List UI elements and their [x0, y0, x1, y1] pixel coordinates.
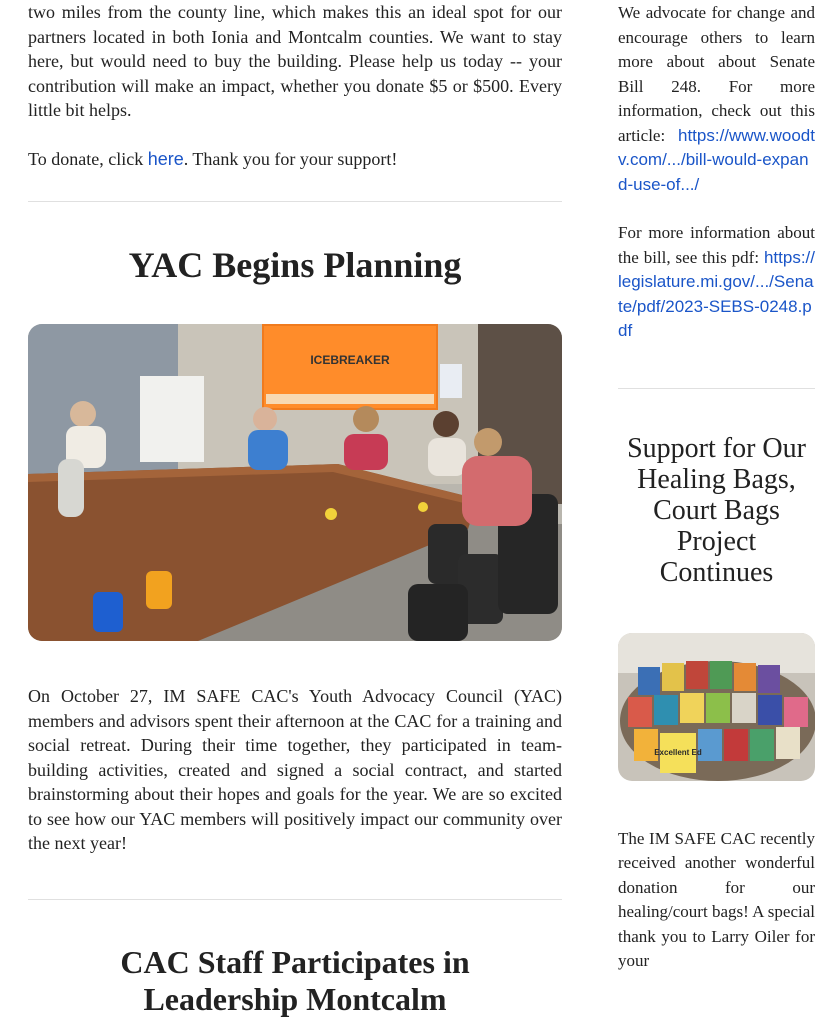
donate-suffix: . Thank you for your support! — [183, 148, 398, 169]
advocate-text: We advocate for change and encourage others to learn more about about Senate Bill 248. For more information, check out this article: — [618, 3, 815, 145]
staff-title — [28, 944, 562, 1018]
bags-paragraph: The IM SAFE CAC recently received another wonderful donation for our healing/court bags! A special thank you to Larry Oiler for your — [618, 828, 815, 970]
intro-paragraph: two miles from the county line, which makes this an ideal spot for our partners located in both Ionia and Montcalm counties. We want to stay here, but would need to buy the building. Please help us today -- your contribution will make an impact, whether you donate $5 or $500. Every little bit helps. — [28, 2, 562, 120]
advocate-paragraph — [618, 1, 815, 197]
section-divider-2 — [28, 899, 562, 900]
main-column — [28, 0, 562, 1018]
side-divider — [618, 388, 815, 389]
books-photo-illustration — [618, 633, 815, 781]
yac-paragraph: On October 27, IM SAFE CAC's Youth Advocacy Council (YAC) members and advisors spent their afternoon at the CAC for a training and social retreat. During their time together, they participated in team-building activities, created and signed a social contract, and started brainstorming about their hopes and goals for the year. We are so excited to see how our YAC members will positively impact our community over the next year! — [28, 686, 562, 853]
side-column — [618, 0, 815, 974]
donate-paragraph — [28, 147, 562, 172]
bill-paragraph — [618, 221, 815, 344]
staff-title-line2: Leadership Montcalm — [143, 980, 447, 1017]
section-divider — [28, 201, 562, 202]
bill-text: For more information about the bill, see this pdf: — [618, 223, 815, 267]
yac-title: YAC Begins Planning — [128, 245, 462, 285]
article-link[interactable]: https://www.woodtv.com/.../bill-would-expand-use-of.../ — [618, 125, 815, 194]
books-photo — [618, 633, 815, 781]
icebreaker-sign: ICEBREAKER — [310, 353, 390, 367]
donate-link[interactable]: here — [147, 148, 184, 169]
books-label: Excellent Ed — [654, 747, 702, 757]
donate-prefix: To donate, click — [28, 148, 148, 169]
staff-title-line1: CAC Staff Participates in — [120, 943, 470, 980]
yac-photo-illustration — [28, 324, 562, 641]
pdf-link[interactable]: https://legislature.mi.gov/.../Senate/pdf/2023-SEBS-0248.pdf — [618, 247, 815, 340]
bags-title: Support for Our Healing Bags, Court Bags Project Continues — [627, 432, 806, 588]
yac-photo — [28, 324, 562, 641]
